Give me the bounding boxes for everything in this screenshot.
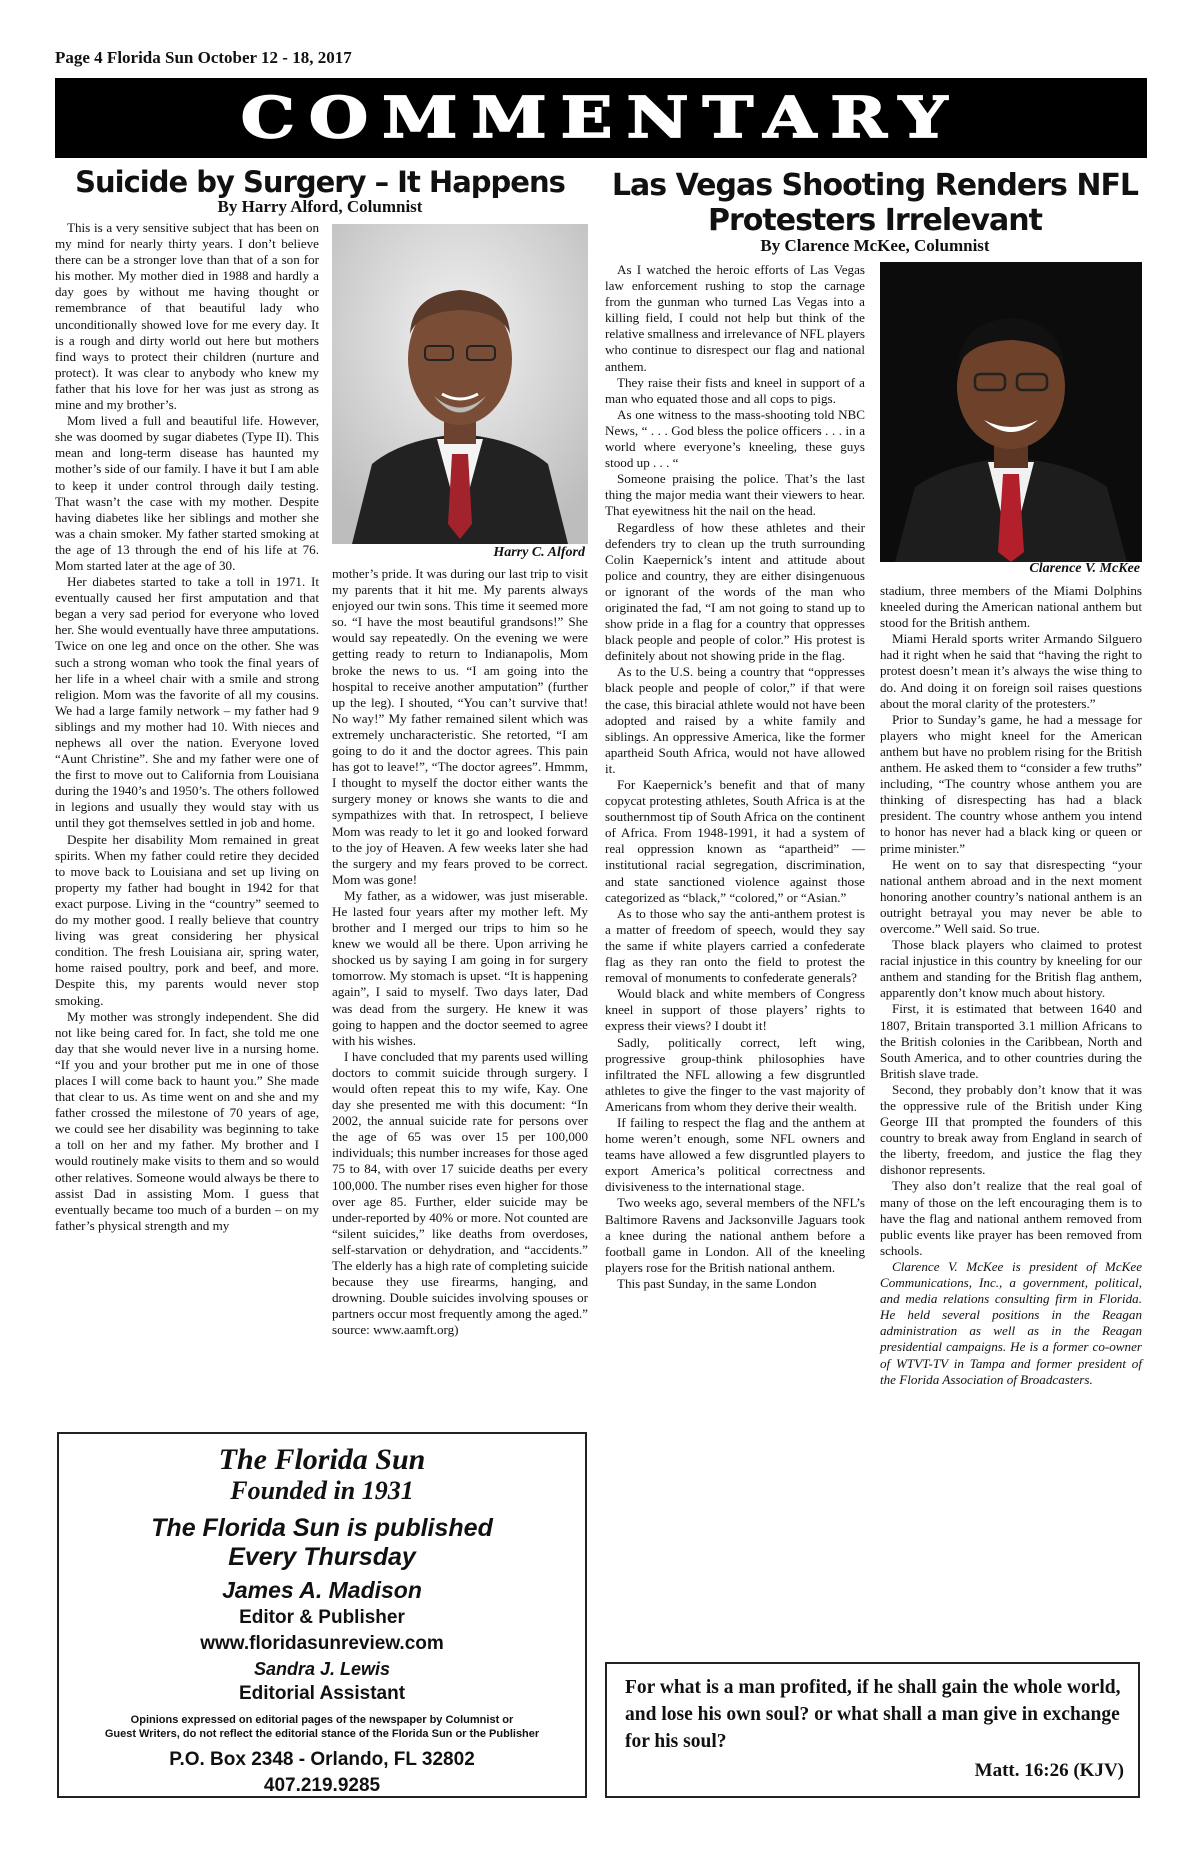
scripture-quote-text: For what is a man profited, if he shall gain the whole world, and lose his own soul? or what shall a man give in exchange for his soul?	[625, 1677, 1121, 1752]
section-banner-title: COMMENTARY	[240, 85, 962, 151]
paragraph: As to those who say the anti-anthem protest is a matter of freedom of speech, would they say the same if white players carried a confederate flag as they ran onto the field to protest the removal of monuments to confederate generals?	[605, 905, 865, 986]
paragraph: Sadly, politically correct, left wing, progressive group-think philosophies have infiltrated the NFL allowing a few disgruntled athletes to give the finger to the vast majority of Americans from whom they derive their wealth.	[605, 1034, 865, 1114]
article1-column-1	[55, 220, 319, 1234]
paragraph: Prior to Sunday’s game, he had a message for players who might kneel for the American anthem but have no problem rising for the British anthem. He asked them to “consider a few truths” including, “The country whose anthem you are thinking of disrespecting has had a black president. The country whose anthem you intend to honor has never had a black king or queen or prime minister.”	[880, 711, 1142, 856]
disclaimer-line2: Guest Writers, do not reflect the editorial stance of the Florida Sun or the Publisher	[104, 1728, 540, 1740]
article1-photo-caption: Harry C. Alford	[493, 545, 585, 560]
paragraph: This is a very sensitive subject that has been on my mind for nearly thirty years. I don’t believe there can be a stronger love than that of a son for his mother. My mother died in 1988 and hardly a day goes by without me having thought or remembrance of that beautiful lady who unconditionally showed love for me every day. It is a rough and dirty world out here but mothers find ways to protect their children (nurture and protect). It was clear to anybody who knew my father that his love for her was just as strong as mine and my brother’s.	[55, 220, 319, 413]
scripture-reference: Matt. 16:26 (KJV)	[974, 1760, 1124, 1781]
section-banner	[55, 78, 1147, 158]
page-folio: Page 4 Florida Sun October 12 - 18, 2017	[55, 48, 352, 67]
paragraph: Miami Herald sports writer Armando Silguero had it right when he said that “having the right to protest doesn’t mean it’s always the wise thing to do. And doing it on foreign soil raises questions about the moral clarity of the protesters.”	[880, 631, 1142, 711]
paragraph: As to the U.S. being a country that “oppresses black people and people of color,” if that were the case, this biracial athlete would not have been adopted and raised by a white family and siblings. An oppressive America, like the former apartheid South Africa, would not have allowed it.	[605, 664, 865, 776]
article2-column-1	[605, 262, 865, 1292]
scripture-quote-box	[605, 1662, 1140, 1798]
paragraph: Would black and white members of Congress kneel in support of those players’ rights to express their views? I doubt it!	[605, 986, 865, 1034]
paragraph: Her diabetes started to take a toll in 1971. It eventually caused her first amputation and that began a very sad period for everyone who loved her. She would eventually have three amputations. Twice on one leg and once on the other. She was such a strong woman who took the final years of her life in a wheel chair with a smile and strong religion. Mom was the favorite of all my cousins. We had a large family network – my father had 9 siblings and my mother had 10. With nieces and nephews all over the nation. Everyone loved “Aunt Christine”. She and my father were one of the first to move out to California from Louisiana during the 1940’s and 1950’s. The others followed in legions and usually they would stay with us until they got themselves settled in job and home.	[55, 574, 319, 831]
paragraph: Regardless of how these athletes and their defenders try to clean up the truth surrounding Colin Kaepernick’s intent and attitude about police and country, they are either disingenuous or ignorant of the words of the man who originated the fad, “I am not going to stand up to show pride in a flag for a country that oppresses black people and people of color.” His protest is definitely about not showing pride in the flag.	[605, 519, 865, 664]
paragraph: First, it is estimated that between 1640 and 1807, Britain transported 3.1 million Africans to the British colonies in the Caribbean, North and South America, and to other countries during the British slave trade.	[880, 1001, 1142, 1081]
paragraph: This past Sunday, in the same London	[617, 1275, 817, 1291]
paragraph: They raise their fists and kneel in support of a man who equated those and all cops to pigs.	[605, 374, 865, 406]
article2-column-2	[880, 583, 1142, 1388]
paragraph: My mother was strongly independent. She did not like being cared for. In fact, she told me one day that she would never live in a nursing home. “If you and your brother put me in one of those places I will come back to haunt you.” She made that clear to us. As time went on and she and my father crossed the milestone of 70 years of age, we could see her disability was beginning to take a toll on her and my father. My brother and I would routinely make visits to them and so would other relatives. Someone would always be there to assist Dad in assisting Mom. I guess that eventually became too much of a burden – on my father’s physical strength and my	[55, 1008, 319, 1233]
paragraph: Two weeks ago, several members of the NFL’s Baltimore Ravens and Jacksonville Jaguars took a knee during the national anthem before a football game in London. All of the kneeling players rose for the British national anthem.	[605, 1195, 865, 1275]
portrait-image	[332, 224, 588, 544]
paragraph: For Kaepernick’s benefit and that of many copycat protesting athletes, South Africa is at the southernmost tip of South Africa on the continent of Africa. From 1948-1991, it had a system of real oppression known as “apartheid” — institutional racial segregation, discrimination, and state sanctioned violence against those categorized as “black,” “colored,” or “Asian.”	[605, 777, 865, 905]
editor-name: James A. Madison	[222, 1577, 422, 1603]
paragraph: He went on to say that disrespecting “your national anthem abroad and in the next moment honoring another country’s national anthem is an outright betrayal you may never be able to overcome.” Well said. So true.	[880, 856, 1142, 936]
website-link[interactable]: www.floridasunreview.com	[200, 1633, 444, 1654]
masthead-name: The Florida Sun	[218, 1443, 426, 1476]
paragraph: As one witness to the mass-shooting told NBC News, “ . . . God bless the police officers . . . in a world where everyone’s kneeling, these guys stood up . . . “	[605, 406, 865, 471]
paragraph: Despite her disability Mom remained in great spirits. When my father could retire they decided to move back to Louisiana and set up living on property my father had bought in 1942 for that exact purpose. Living in the “country” seemed to do my mother good. I really believe that country living was great considering her physical condition. The fresh Louisiana air, spring water, home raised poultry, pork and beef, and more. Despite this, my parents would never stop smoking.	[55, 831, 319, 1008]
disclaimer-line1: Opinions expressed on editorial pages of the newspaper by Columnist or	[130, 1714, 514, 1726]
paragraph: If failing to respect the flag and the anthem at home weren’t enough, some NFL owners and teams have allowed a few disgruntled players to export America’s political correctness and divisiveness to the international stage.	[605, 1114, 865, 1195]
portrait-image	[880, 262, 1142, 562]
mailing-address: P.O. Box 2348 - Orlando, FL 32802	[169, 1749, 475, 1770]
article2-headline: Las Vegas Shooting Renders NFL Protesters Irrelevant	[611, 168, 1139, 238]
masthead-published-line2: Every Thursday	[228, 1543, 416, 1571]
assistant-title: Editorial Assistant	[238, 1683, 406, 1704]
paragraph: My father, as a widower, was just miserable. He lasted four years after my mother left. My brother and I merged our trips to him so he knew we would all be there. Upon arriving he shocked us by saying I am going in for surgery tomorrow. My stomach is upset. “It is happening again”, I said to myself. Two days later, Dad was dead from the surgery. He knew it was going to happen and the doctor seemed to agree with his wishes.	[332, 887, 588, 1048]
paragraph: mother’s pride. It was during our last trip to visit my parents that it hit me. My parents always enjoyed our twin sons. This time it seemed more so. “I have the most beautiful grandsons!” She would say repeatedly. On the evening we were getting ready to return to Indianapolis, Mom broke the news to us. “I am going into the hospital to receive another amputation” (further up the leg). I shouted, “You can’t survive that! No way!” My father remained silent which was extremely uncharacteristic. She retorted, “I am going to do it and the doctor agrees. This pain has got to leave!”, “The doctor agrees”. Hmmm, I thought to myself the doctor either wants the surgery money or knows she wants to die and sympathizes with that. In retrospect, I believe Mom was ready to let it go and looked forward to the joy of Heaven. A few weeks later she had the surgery and my fears proved to be correct. Mom was gone!	[332, 566, 588, 887]
article2-byline: By Clarence McKee, Columnist	[760, 236, 990, 255]
masthead-box	[57, 1432, 587, 1798]
article1-column-2	[332, 566, 588, 1339]
paragraph: Those black players who claimed to protest racial injustice in this country by kneeling for our anthem and standing for the British flag anthem, apparently don’t know much about history.	[880, 937, 1142, 1001]
assistant-name: Sandra J. Lewis	[253, 1659, 391, 1679]
paragraph: I have concluded that my parents used willing doctors to commit suicide through surgery. I would often repeat this to my wife, Kay. One day she presented me with this document: “In 2002, the annual suicide rate for persons over the age of 65 was over 15 per 100,000 individuals; this number increases for those aged 75 to 84, with over 17 suicide deaths per every 100,000. The number rises even higher for those over age 85. Further, elder suicide may be under-reported by 40% or more. Not counted are “silent suicides,” like deaths from overdoses, self-starvation or dehydration, and “accidents.” The elderly has a high rate of completing suicide because they use firearms, hanging, and drowning. Double suicides involving spouses or partners occur most frequently among the aged.” source: www.aamft.org)	[332, 1048, 588, 1338]
paragraph: Mom lived a full and beautiful life. However, she was doomed by sugar diabetes (Type II). This mean and long-term disease has haunted my mother’s side of our family. I have it but I am able to keep it under control through daily testing. That wasn’t the case with my mother. Despite having diabetes like her siblings and mother she was a chain smoker. My father started smoking at the age of 13 through the end of his life at 76. Mom started later at the age of 30.	[55, 413, 319, 573]
article1-byline: By Harry Alford, Columnist	[217, 197, 423, 216]
paragraph: stadium, three members of the Miami Dolphins kneeled during the American national anthem but stood for the British anthem.	[880, 583, 1142, 631]
author-bio: Clarence V. McKee is president of McKee Communications, Inc., a government, political, and media relations consulting firm in Florida. He held several positions in the Reagan administration as well as in the Reagan presidential campaigns. He is a former co-owner of WTVT-TV in Tampa and former president of the Florida Association of Broadcasters.	[880, 1258, 1142, 1387]
paragraph: They also don’t realize that the real goal of many of those on the left encouraging them is to have the flag and national anthem removed from public events like prayer has been removed from schools.	[880, 1178, 1142, 1258]
editor-title: Editor & Publisher	[239, 1607, 405, 1628]
paragraph: Second, they probably don’t know that it was the oppressive rule of the British under King George III that prompted the founders of this country to break away from England in search of the liberty, freedom, and justice the flag they dishonor represents.	[880, 1081, 1142, 1178]
paragraph: Someone praising the police. That’s the last thing the major media want their viewers to hear. That eyewitness hit the nail on the head.	[605, 471, 865, 519]
phone-number: 407.219.9285	[263, 1775, 381, 1796]
article1-author-photo	[332, 224, 588, 544]
article1-headline: Suicide by Surgery – It Happens	[75, 165, 565, 199]
masthead-published-line1: The Florida Sun is published	[151, 1514, 493, 1542]
paragraph: As I watched the heroic efforts of Las Vegas law enforcement rushing to stop the carnage from the gunman who turned Las Vegas into a killing field, I could not help but think of the relative smallness and irrelevance of NFL players who continue to disrespect our flag and national anthem.	[605, 262, 865, 374]
article2-photo-caption: Clarence V. McKee	[1029, 561, 1140, 576]
article2-author-photo	[880, 262, 1142, 562]
masthead-founded: Founded in 1931	[230, 1476, 414, 1505]
